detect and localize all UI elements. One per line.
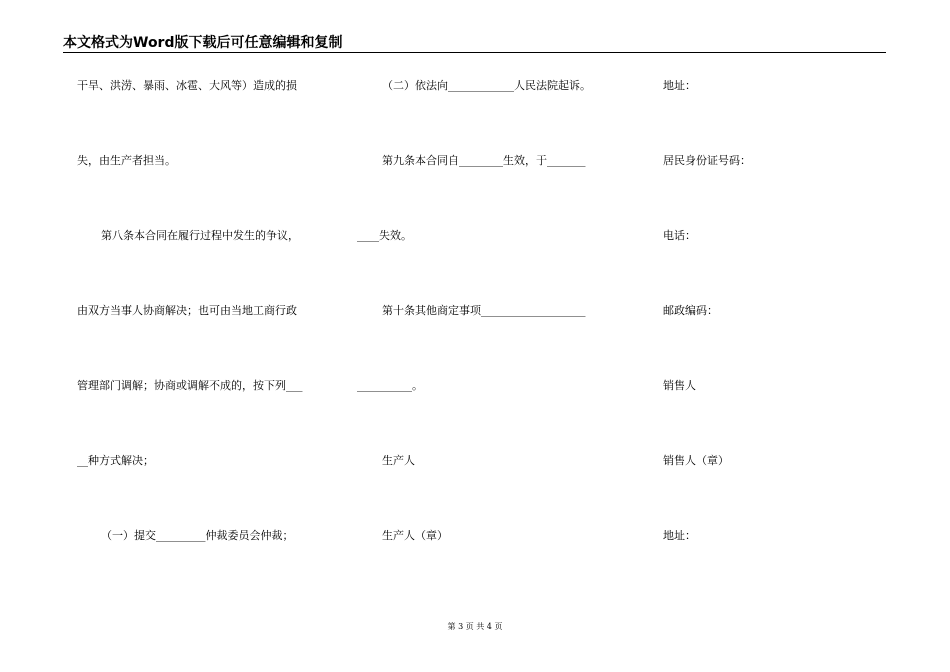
text-line: 第九条本合同自________生效，于_______ (382, 154, 586, 167)
text-line: 地址： (663, 529, 696, 542)
text-line: 生产人 (382, 454, 415, 467)
text-line: 干旱、洪涝、暴雨、冰雹、大风等）造成的损 (77, 79, 297, 92)
text-line: 失，由生产者担当。 (77, 154, 176, 167)
page-number: 第 3 页 共 4 页 (447, 622, 503, 631)
text-line: __种方式解决； (77, 454, 154, 467)
text-line: 电话： (663, 229, 696, 242)
text-line: ____失效。 (357, 229, 412, 242)
text-line: 管理部门调解；协商或调解不成的，按下列___ (77, 379, 303, 392)
text-line: 生产人（章） (382, 529, 448, 542)
text-line: （二）依法向____________人民法院起诉。 (382, 79, 591, 92)
document-header-title: 本文格式为Word版下载后可任意编辑和复制 (63, 35, 343, 51)
header-divider (63, 52, 886, 53)
text-line: 第八条本合同在履行过程中发生的争议， (101, 229, 299, 242)
text-line: 居民身份证号码： (663, 154, 751, 167)
text-line: 由双方当事人协商解决；也可由当地工商行政 (77, 304, 297, 317)
text-line: __________。 (357, 379, 423, 392)
text-line: 第十条其他商定事项___________________ (382, 304, 586, 317)
text-line: 销售人 (663, 379, 696, 392)
text-line: 销售人（章） (663, 454, 729, 467)
text-line: 地址： (663, 79, 696, 92)
text-line: 邮政编码： (663, 304, 718, 317)
text-line: （一）提交_________仲裁委员会仲裁； (101, 529, 294, 542)
